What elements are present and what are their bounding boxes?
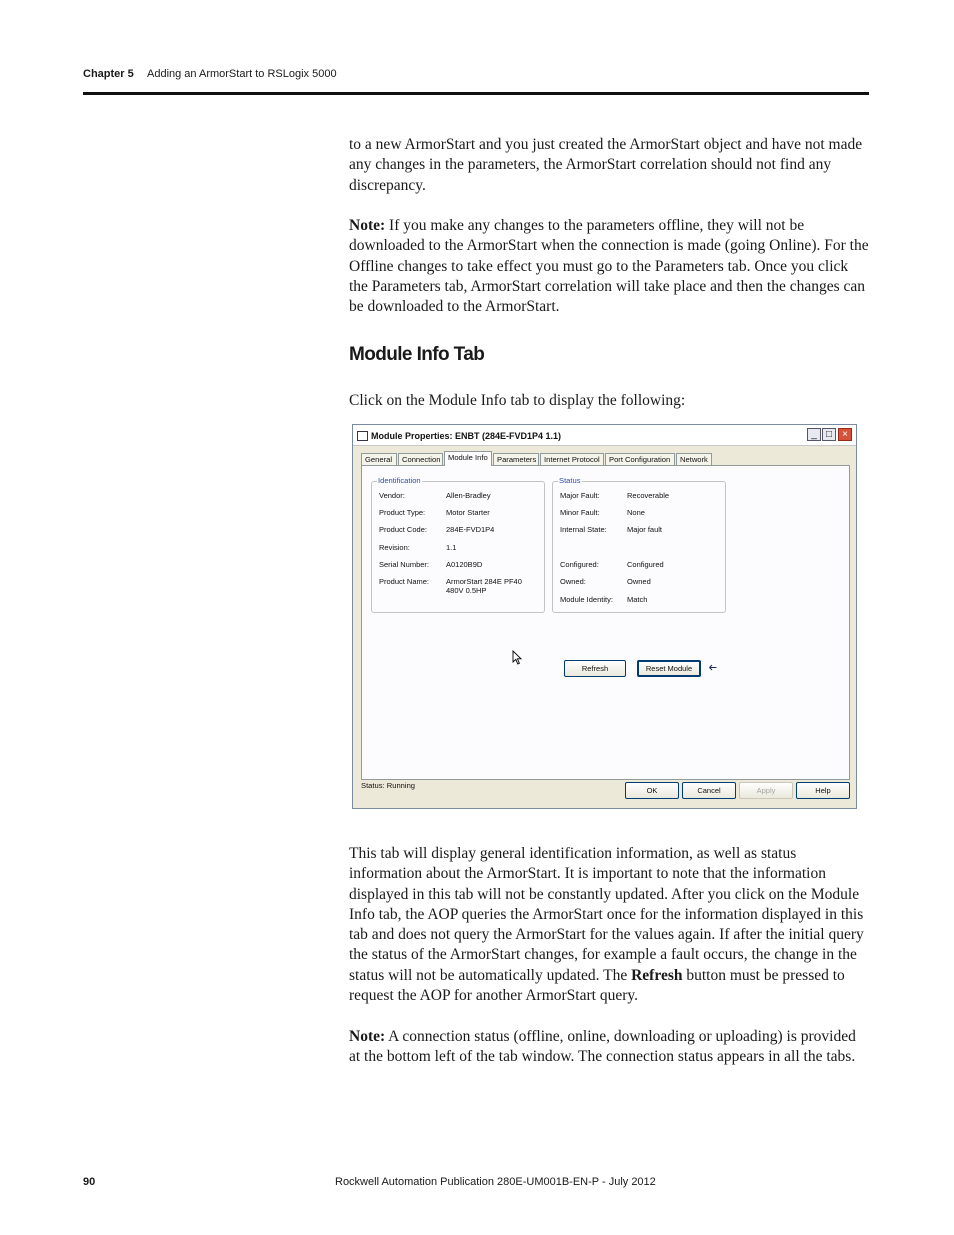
major-fault-label: Major Fault: — [560, 491, 600, 500]
module-info-panel — [361, 465, 850, 780]
note-label: Note: — [349, 217, 386, 234]
minor-fault-value: None — [627, 508, 645, 517]
note-label: Note: — [349, 1028, 386, 1045]
internal-state-label: Internal State: — [560, 525, 607, 534]
vendor-label: Vendor: — [379, 491, 405, 500]
title-bar — [353, 425, 856, 446]
configured-value: Configured — [627, 560, 664, 569]
module-identity-label: Module Identity: — [560, 595, 613, 604]
identification-group — [371, 476, 545, 613]
tab-internet-protocol[interactable]: Internet Protocol — [540, 453, 604, 465]
major-fault-value: Recoverable — [627, 491, 670, 500]
internal-state-value: Major fault — [627, 525, 663, 534]
publication-info: Rockwell Automation Publication 280E-UM001B-EN-P - July 2012 — [335, 1176, 656, 1188]
note-offline — [349, 216, 869, 317]
apply-button[interactable]: Apply — [739, 782, 793, 799]
product-name-value: ArmorStart 284E PF40 — [446, 577, 522, 586]
product-type-value: Motor Starter — [446, 508, 490, 517]
refresh-button[interactable]: Refresh — [564, 660, 626, 677]
close-button[interactable]: × — [838, 428, 852, 441]
running-header — [83, 66, 869, 95]
module-properties-window — [352, 424, 857, 809]
note-connection-status — [349, 1027, 869, 1068]
mouse-cursor-icon — [512, 650, 522, 665]
revision-label: Revision: — [379, 543, 410, 552]
chapter-title: Adding an ArmorStart to RSLogix 5000 — [147, 68, 337, 80]
cancel-button[interactable]: Cancel — [682, 782, 736, 799]
status-label: Status — [559, 476, 581, 485]
identification-label: Identification — [378, 476, 421, 485]
owned-value: Owned — [627, 577, 651, 586]
tab-parameters[interactable]: Parameters — [493, 453, 539, 465]
serial-number-label: Serial Number: — [379, 560, 430, 569]
tab-module-info[interactable]: Module Info — [444, 451, 492, 466]
chapter-number: Chapter 5 — [83, 68, 134, 80]
paragraph-tab-description: This tab will display general identification information, as well as status information about the ArmorStart. It is important to note that the information displayed in this tab will not be constantly updated. After you click on the Module Info tab, the AOP queries the ArmorStart once for the information displayed in this tab and does not query the ArmorStart for the values again. If after the initial query the status of the ArmorStart changes, for example a fault occurs, the change in the status will not be automatically updated. The Refresh button must be pressed to request the AOP for another ArmorStart query. — [349, 845, 864, 1005]
connection-status: Status: Running — [361, 781, 416, 790]
product-code-value: 284E-FVD1P4 — [446, 525, 495, 534]
page-number: 90 — [83, 1176, 96, 1188]
tab-network[interactable]: Network — [676, 453, 712, 465]
ok-button[interactable]: OK — [625, 782, 679, 799]
product-name-label: Product Name: — [379, 577, 430, 586]
product-code-label: Product Code: — [379, 525, 427, 534]
serial-number-value: A0120B9D — [446, 560, 483, 569]
owned-label: Owned: — [560, 577, 586, 586]
tab-general[interactable]: General — [361, 453, 397, 465]
window-icon — [357, 431, 368, 441]
product-name-value-line2: 480V 0.5HP — [446, 586, 487, 595]
revision-value: 1.1 — [446, 543, 457, 552]
section-heading: Module Info Tab — [349, 344, 485, 365]
help-button[interactable]: Help — [796, 782, 850, 799]
status-group — [552, 476, 726, 613]
paragraph-intro: to a new ArmorStart and you just created the ArmorStart object and have not made any changes in the parameters, the ArmorStart correlation should not find any discrepancy. — [349, 136, 863, 194]
arrow-left-icon — [708, 664, 717, 671]
minor-fault-label: Minor Fault: — [560, 508, 600, 517]
reset-module-button[interactable]: Reset Module — [637, 660, 701, 677]
tab-connection[interactable]: Connection — [398, 453, 443, 465]
product-type-label: Product Type: — [379, 508, 426, 517]
window-title: Module Properties: ENBT (284E-FVD1P4 1.1) — [371, 431, 562, 441]
maximize-button[interactable]: □ — [822, 428, 836, 441]
configured-label: Configured: — [560, 560, 599, 569]
refresh-bold: Refresh — [631, 966, 683, 984]
note-text: A connection status (offline, online, downloading or uploading) is provided at the bottom left of the tab window. The connection status appears in all the tabs. — [349, 1028, 856, 1066]
note-text: If you make any changes to the parameters offline, they will not be downloaded to the ArmorStart when the connection is made (going Online). For the Offline changes to take effect you must go to the Parameters tab. Once you click the Parameters tab, ArmorStart correlation will take place and then the changes can be downloaded to the ArmorStart. — [349, 217, 869, 316]
paragraph-click-tab: Click on the Module Info tab to display the following: — [349, 392, 686, 409]
minimize-button[interactable]: _ — [807, 428, 821, 441]
tab-port-configuration[interactable]: Port Configuration — [605, 453, 675, 465]
vendor-value: Allen-Bradley — [446, 491, 491, 500]
module-identity-value: Match — [627, 595, 648, 604]
